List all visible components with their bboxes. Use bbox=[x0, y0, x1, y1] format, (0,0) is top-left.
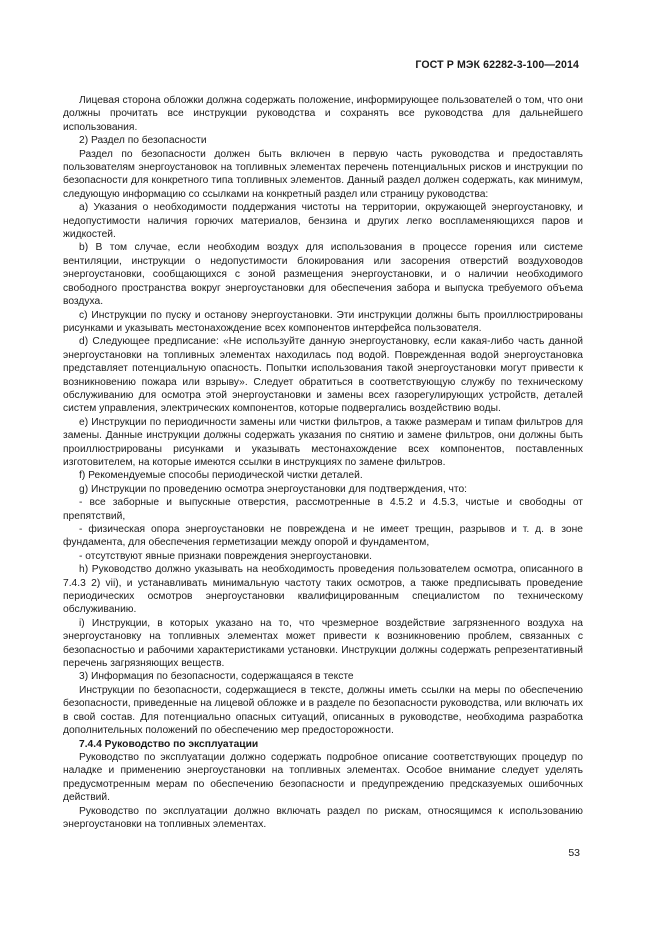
page-number: 53 bbox=[568, 847, 580, 859]
paragraph-item-f: f) Рекомендуемые способы периодической чистки деталей. bbox=[79, 470, 363, 482]
paragraph-safety-info-title: 3) Информация по безопасности, содержащаяся в тексте bbox=[79, 671, 354, 683]
paragraph-item-g: g) Инструкции по проведению осмотра энергоустановки для подтверждения, что: bbox=[79, 483, 468, 495]
paragraph-safety-section: Раздел по безопасности должен быть включен в первую часть руководства и предоставлять пользователям энергоустановок на топливных элементах перечень потенциальных рисков и инструкции по безопасности для конкретного типа топливных элементов. Данный раздел должен содержать, как минимум, следующую информацию со ссылками на конкретный раздел или страницу руководства: bbox=[63, 148, 583, 200]
paragraph-bullet-3: - отсутствуют явные признаки повреждения энергоустановки. bbox=[79, 550, 372, 562]
paragraph-item-e: e) Инструкции по периодичности замены или чистки фильтров, а также размерам и типам фильтров для замены. Данные инструкции должны содержать указания по снятию и замене фильтров, они должны быть проиллюстрированы рисунками и указывать местонахождение всех компонентов, поставленных изготовителем, на которые имеются ссылки в инструкциях по замене фильтров. bbox=[63, 416, 583, 468]
section-heading-7-4-4: 7.4.4 Руководство по эксплуатации bbox=[79, 738, 259, 750]
paragraph-safety-section-title: 2) Раздел по безопасности bbox=[79, 135, 207, 147]
paragraph-item-b: b) В том случае, если необходим воздух для использования в процессе горения или системе вентиляции, инструкции о недопустимости блокирования или засорения отверстий воздуховодов энергоустановки, сообщающихся с зоной размещения энергоустановки, и о наличии необходимого свободного пространства вокруг энергоустановки для обеспечения забора и выпуска требуемого объема воздуха. bbox=[63, 242, 583, 308]
paragraph-bullet-2: - физическая опора энергоустановки не повреждена и не имеет трещин, разрывов и т. д. в зоне фундамента, для обеспечения герметизации между опорой и фундаментом, bbox=[63, 524, 583, 549]
paragraph-item-a: a) Указания о необходимости поддержания чистоты на территории, окружающей энергоустановку, и недопустимости наличия горючих материалов, бензина и других легко воспламеняющихся паров и жидкостей. bbox=[63, 202, 583, 241]
paragraph-item-i: i) Инструкции, в которых указано на то, что чрезмерное воздействие загрязненного воздуха на энергоустановку на топливных элементах может привести к возникновению проблем, связанных с безопасностью и рабочими характеристиками установки. Инструкции должны содержать репрезентативный перечень загрязняющих веществ. bbox=[63, 617, 583, 670]
paragraph-cover-statement: Лицевая сторона обложки должна содержать положение, информирующее пользователей о том, что они должны прочитать все инструкции руководства и сохранять все руководства для дальнейшего использования. bbox=[63, 95, 583, 133]
paragraph-bullet-1: - все заборные и выпускные отверстия, рассмотренные в 4.5.2 и 4.5.3, чистые и свободны от препятствий, bbox=[63, 497, 583, 522]
paragraph-item-d: d) Следующее предписание: «Не используйте данную энергоустановку, если какая-либо часть данной энергоустановки на топливных элементах находилась под водой. Поврежденная водой энергоустановка представляет потенциальную опасность. Попытки использования такой энергоустановки могут привести к возникновению пожара или взрыву». Следует обратиться в соответствующую службу по техническому обслуживанию для осмотра этой энергоустановки и замены всех газорегулирующих устройств, деталей систем управления, электрических компонентов, которые подвергались воздействию воды. bbox=[63, 336, 583, 415]
paragraph-item-c: c) Инструкции по пуску и останову энергоустановки. Эти инструкции должны быть проиллюстрированы рисунками и указывать местонахождение всех компонентов интерфейса пользователя. bbox=[63, 309, 583, 334]
paragraph-operation-manual: Руководство по эксплуатации должно содержать подробное описание соответствующих процедур по наладке и применению энергоустановки на топливных элементах. Особое внимание следует уделять предусмотренным мерам по обеспечению безопасности и предупреждению предсказуемых ошибочных действий. bbox=[63, 751, 583, 804]
document-body bbox=[63, 94, 583, 831]
standard-header: ГОСТ Р МЭК 62282-3-100—2014 bbox=[415, 59, 579, 71]
paragraph-safety-info: Инструкции по безопасности, содержащиеся в тексте, должны иметь ссылки на меры по обеспечению безопасности, приведенные на лицевой обложке и в разделе по безопасности руководства, или включать их в свой состав. Для потенциально опасных ситуаций, описанных в руководстве, необходима разработка дополнительных положений по обеспечению мер предосторожности. bbox=[63, 684, 583, 737]
paragraph-operation-risks: Руководство по эксплуатации должно включать раздел по рискам, относящимся к использованию энергоустановки на топливных элементах. bbox=[63, 805, 583, 830]
paragraph-item-h: h) Руководство должно указывать на необходимость проведения пользователем осмотра, описанного в 7.4.3 2) vii), и устанавливать минимальную частоту таких осмотров, а также предписывать проведение периодических осмотров энергоустановки квалифицированным специалистом по техническому обслуживанию. bbox=[63, 564, 583, 616]
